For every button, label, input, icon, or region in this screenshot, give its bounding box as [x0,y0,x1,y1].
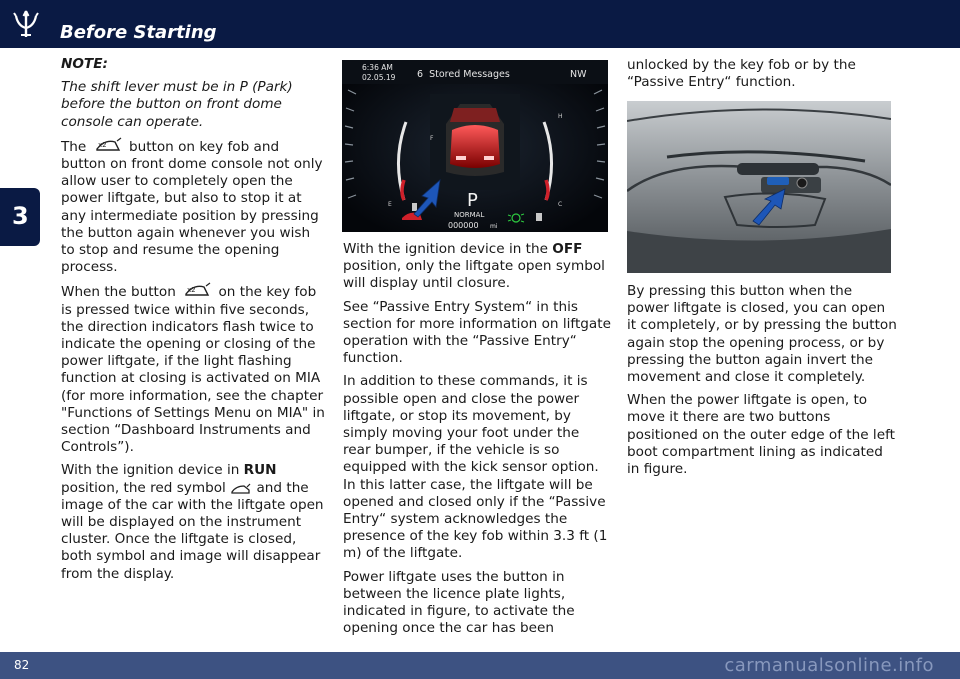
svg-text:x2: x2 [187,286,196,295]
page-header [0,0,960,48]
cluster-illustration [342,60,608,232]
fuel-full-label: F [430,135,434,142]
text-run: button on key fob and button on front dome console not only allow user to completely open the power liftgate, but also to stop it at any intermediate position by pressing the button again whenever you wish to stop and resume the opening process. [61,138,323,276]
page-footer [0,652,960,679]
text-run-bold: RUN [243,462,277,479]
gear-indicator: P [467,190,478,211]
fuel-empty-label: E [388,201,392,208]
car-liftgate-open-image [430,94,520,190]
text-column-2 [343,241,611,643]
compass-heading: NW [570,69,587,80]
temp-cold-label: C [558,201,563,208]
text-run: position, the red symbol [61,479,226,496]
text-run: With the ignition device in the [343,241,548,257]
maserati-trident-icon [10,8,42,40]
text-run: position, only the liftgate open symbol will display until closure. [343,258,605,292]
section-title: Before Starting [60,22,217,43]
paragraph [61,282,327,456]
note-body: The shift lever must be in P (Park) before the button on front dome console can operate. [61,79,293,130]
text-run: on the key fob is pressed twice within five seconds, the direction indicators flash twice to indicate the opening or closing of the power liftgate, if the light flashing function at closing is activated on MIA (for more information, see the chapter "Functions of Settings Menu on MIA" in section “Dashboard Instruments and Controls”). [61,284,325,456]
liftgate-button-figure [627,101,891,273]
cluster-date: 02.05.19 [362,73,396,82]
text-column-3 [627,57,895,97]
paragraph [343,241,611,293]
text-run: When the button [61,284,176,301]
text-run: With the ignition device in [61,462,240,479]
page-number: 82 [14,658,30,672]
car-liftgate-symbol [230,482,252,496]
text-column-3b [627,283,897,484]
text-run: and the image of the car with the liftgate open will be displayed on the instrument cluster. Once the liftgate is closed, both symbol and image will disappear from the display. [61,479,324,582]
svg-text:x2: x2 [97,140,107,149]
text-run-bold: OFF [552,241,583,257]
fuel-pump-icon [412,203,417,211]
cluster-time: 6:36 AM [362,63,393,72]
paragraph: See “Passive Entry System“ in this section for more information on liftgate operation with the “Passive Entry“ function. [343,298,611,367]
odometer: 000000 [448,221,479,230]
paragraph [61,137,327,277]
liftgate-release-button [767,177,789,185]
paragraph: In addition to these commands, it is possible open and close the power liftgate, or stop its movement, by simply moving your foot under the rear bumper, if the vehicle is so equipped with the kick sensor option. In this latter case, the liftgate will be opened and closed only if the “Passive Entry“ system acknowledges the presence of the key fob within 3.3 ft (1 m) of the liftgate. [343,373,608,562]
drive-mode: NORMAL [454,211,485,219]
liftgate-illustration [627,101,891,273]
note-title: NOTE: [61,56,108,72]
paragraph: Power liftgate uses the button in between the licence plate lights, indicated in figure, to activate the opening once the car has been [343,568,575,637]
paragraph: unlocked by the key fob or by the “Passive Entry“ function. [627,57,856,91]
temperature-icon [536,213,542,221]
temp-hot-label: H [558,113,563,120]
license-plate-light [797,178,807,188]
liftgate-key-icon [91,137,125,155]
liftgate-key-icon [180,282,214,300]
text-column-1 [61,56,327,589]
chapter-number: 3 [12,202,29,230]
instrument-cluster-figure [342,60,608,232]
text-run: The [61,138,87,155]
chapter-tab [0,188,40,246]
watermark: carmanualsonline.info [724,655,934,676]
stored-messages: 6 Stored Messages [417,69,510,80]
paragraph: When the power liftgate is open, to move it there are two buttons positioned on the outer edge of the left boot compartment lining as indicated in figure. [627,392,895,478]
odometer-unit: mi [490,223,498,230]
paragraph: By pressing this button when the power liftgate is closed, you can open it completely, or by pressing the button again stop the opening process, or by pressing the button again invert the movement and close it completely. [627,283,897,386]
paragraph [61,462,327,582]
